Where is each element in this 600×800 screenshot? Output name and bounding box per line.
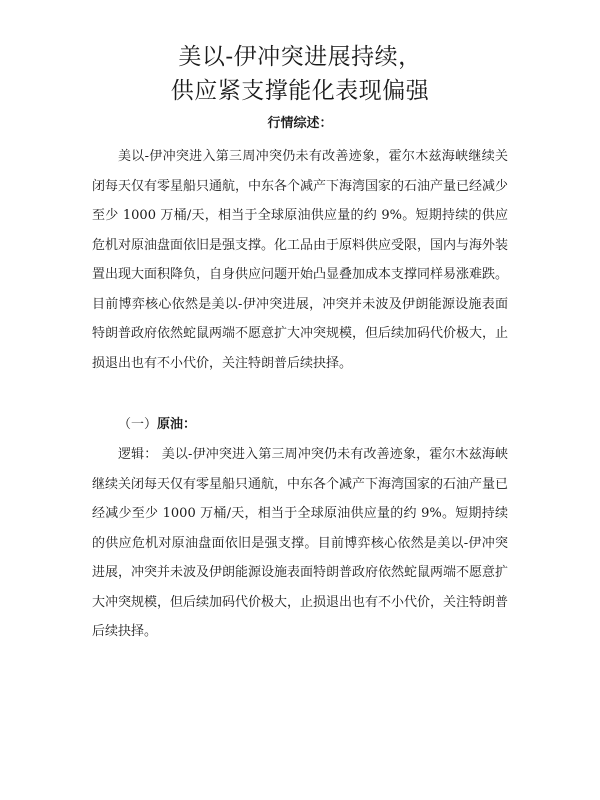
section-crude-oil-heading xyxy=(92,414,508,436)
document-title xyxy=(92,40,508,108)
title-line-1: 美以-伊冲突进展持续， xyxy=(178,44,422,70)
overview-paragraph: 美以-伊冲突进入第三周冲突仍未有改善迹象，霍尔木兹海峡继续关闭每天仅有零星船只通航，中东各个减产下海湾国家的石油产量已经减少至少 1000 万桶/天，相当于全球原油供应量的约 9%。短期持续的供应危机对原油盘面依旧是强支撑。化工品由于原料供应受限，国内与海外装置出现大面积降负，自身供应问题开始凸显叠加成本支撑同样易涨难跌。目前博弈核心依然是美以-伊冲突进展，冲突并未波及伊朗能源设施表面特朗普政府依然蛇鼠两端不愿意扩大冲突规模，但后续加码代价极大，止损退出也有不小代价，关注特朗普后续抉择。 xyxy=(92,149,509,371)
section-number: （一） xyxy=(118,417,158,432)
title-line-2: 供应紧支撑能化表现偏强 xyxy=(170,78,430,104)
section-crude-oil-paragraph: 逻辑： 美以-伊冲突进入第三周冲突仍未有改善迹象，霍尔木兹海峡继续关闭每天仅有零星船只通航，中东各个减产下海湾国家的石油产量已经减少至少 1000 万桶/天，相当于全球原油供应量的约 9%。短期持续的供应危机对原油盘面依旧是强支撑。目前博弈核心依然是美以-伊冲突进展，冲突并未波及伊朗能源设施表面特朗普政府依然蛇鼠两端不愿意扩大冲突规模，但后续加码代价极大，止损退出也有不小代价，关注特朗普后续抉择。 xyxy=(92,447,509,639)
section-title: 原油： xyxy=(157,417,197,432)
overview-heading: 行情综述： xyxy=(267,116,333,131)
